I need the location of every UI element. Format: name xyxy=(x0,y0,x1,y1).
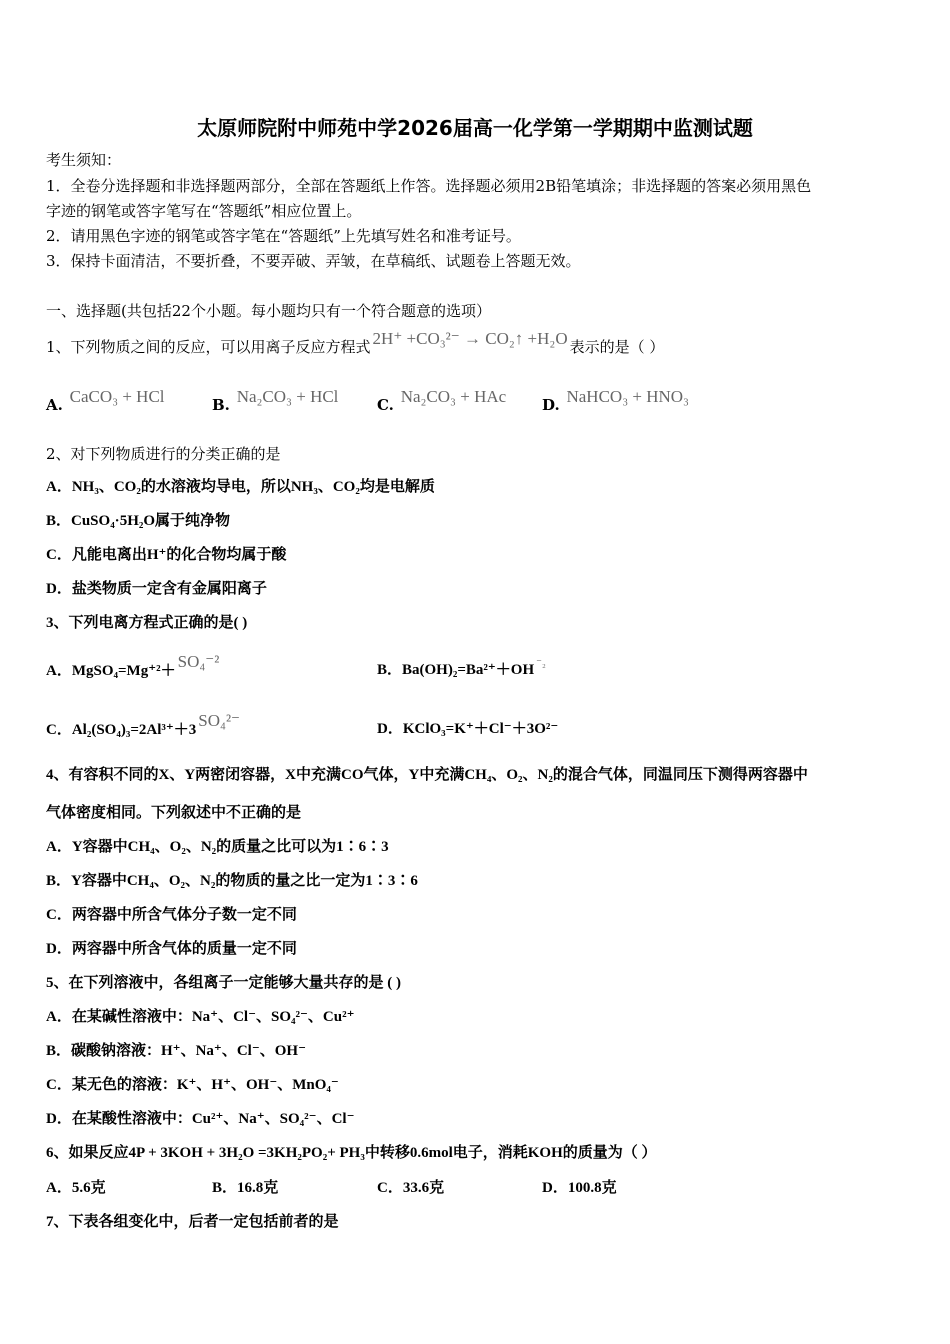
question-stem: 1、下列物质之间的反应，可以用离子反应方程式 xyxy=(46,338,371,356)
option-text: C．Al₂(SO₄)₃=2Al³⁺＋3 xyxy=(46,722,197,738)
option-c[interactable] xyxy=(46,711,242,740)
notice-line: 1．全卷分选择题和非选择题两部分，全部在答题纸上作答。选择题必须用2B铅笔填涂；非选择题的答案必须用黑色 xyxy=(46,177,812,195)
question-7: 7、下表各组变化中，后者一定包括前者的是 xyxy=(46,1214,339,1230)
question-1 xyxy=(46,329,665,357)
question-3: 3、下列电离方程式正确的是( ) xyxy=(46,615,248,631)
option-d[interactable]: D．盐类物质一定含有金属阳离子 xyxy=(46,581,267,597)
option-label: D. xyxy=(542,396,560,414)
option-text: B．Ba(OH)₂=Ba²⁺＋OH xyxy=(377,662,535,678)
question-2: 2、对下列物质进行的分类正确的是 xyxy=(46,445,281,463)
option-c[interactable]: C．两容器中所含气体分子数一定不同 xyxy=(46,907,297,923)
notice-line: 2．请用黑色字迹的钢笔或答字笔在“答题纸”上先填写姓名和准考证号。 xyxy=(46,227,521,245)
notice-line: 3．保持卡面清洁，不要折叠，不要弄破、弄皱，在草稿纸、试题卷上答题无效。 xyxy=(46,252,581,270)
option-text: Na₂CO₃ + HCl xyxy=(236,387,339,406)
option-b[interactable] xyxy=(377,657,548,681)
option-d[interactable] xyxy=(377,719,558,739)
option-a[interactable]: A．在某碱性溶液中：Na⁺、Cl⁻、SO₄²⁻、Cu²⁺ xyxy=(46,1009,355,1025)
option-a[interactable]: A．Y容器中CH₄、O₂、N₂的质量之比可以为1∶6∶3 xyxy=(46,839,389,855)
notice-line: 字迹的钢笔或答字笔写在“答题纸”相应位置上。 xyxy=(46,202,362,220)
option-d[interactable] xyxy=(542,387,691,415)
option-formula: ⁻₂ xyxy=(536,657,546,669)
option-b[interactable]: B．碳酸钠溶液：H⁺、Na⁺、Cl⁻、OH⁻ xyxy=(46,1043,307,1059)
section-heading: 一、选择题(共包括22个小题。每小题均只有一个符合题意的选项） xyxy=(46,302,491,320)
option-text: Na₂CO₃ + HAc xyxy=(400,387,507,406)
question-6: 6、如果反应4P + 3KOH + 3H₂O =3KH₂PO₂+ PH₃中转移0.6mol电子，消耗KOH的质量为（ ） xyxy=(46,1145,657,1161)
page-title: 太原师院附中师苑中学2026届高一化学第一学期期中监测试题 xyxy=(197,116,753,140)
option-b[interactable] xyxy=(212,387,340,415)
option-d[interactable]: D．100.8克 xyxy=(542,1180,617,1196)
option-a[interactable]: A．NH₃、CO₂的水溶液均导电，所以NH₃、CO₂均是电解质 xyxy=(46,479,435,495)
ionic-equation: 2H⁺ +CO₃²⁻ → CO₂↑ +H₂O xyxy=(372,329,568,348)
option-formula: SO₄²⁻ xyxy=(198,711,241,730)
option-text: D．KClO₃=K⁺＋Cl⁻＋3O²⁻ xyxy=(377,721,559,737)
option-formula: SO₄⁻² xyxy=(177,652,220,671)
option-text: NaHCO₃ + HNO₃ xyxy=(566,387,689,406)
notice-heading: 考生须知： xyxy=(46,151,122,169)
option-b[interactable]: B．Y容器中CH₄、O₂、N₂的物质的量之比一定为1∶3∶6 xyxy=(46,873,418,889)
option-text: CaCO₃ + HCl xyxy=(69,387,165,406)
option-label: B. xyxy=(212,396,230,414)
option-c[interactable]: C．33.6克 xyxy=(377,1180,445,1196)
option-a[interactable]: A．5.6克 xyxy=(46,1180,106,1196)
option-label: C. xyxy=(377,396,394,414)
option-c[interactable] xyxy=(377,387,508,415)
option-b[interactable]: B．CuSO₄·5H₂O属于纯净物 xyxy=(46,513,231,529)
option-a[interactable] xyxy=(46,652,221,681)
question-stem-end: 表示的是（ ） xyxy=(569,338,665,356)
option-d[interactable]: D．在某酸性溶液中：Cu²⁺、Na⁺、SO₄²⁻、Cl⁻ xyxy=(46,1111,355,1127)
option-text: A．MgSO₄=Mg⁺²＋ xyxy=(46,663,176,679)
option-d[interactable]: D．两容器中所含气体的质量一定不同 xyxy=(46,941,297,957)
option-label: A. xyxy=(46,396,63,414)
option-a[interactable] xyxy=(46,387,167,415)
option-b[interactable]: B．16.8克 xyxy=(212,1180,279,1196)
option-c[interactable]: C．凡能电离出H⁺的化合物均属于酸 xyxy=(46,547,287,563)
option-c[interactable]: C．某无色的溶液：K⁺、H⁺、OH⁻、MnO₄⁻ xyxy=(46,1077,339,1093)
question-5: 5、在下列溶液中，各组离子一定能够大量共存的是 ( ) xyxy=(46,975,401,991)
question-4-cont: 气体密度相同。下列叙述中不正确的是 xyxy=(46,805,302,821)
question-4: 4、有容积不同的X、Y两密闭容器，X中充满CO气体，Y中充满CH₄、O₂、N₂的混合气体，同温同压下测得两容器中 xyxy=(46,767,808,783)
